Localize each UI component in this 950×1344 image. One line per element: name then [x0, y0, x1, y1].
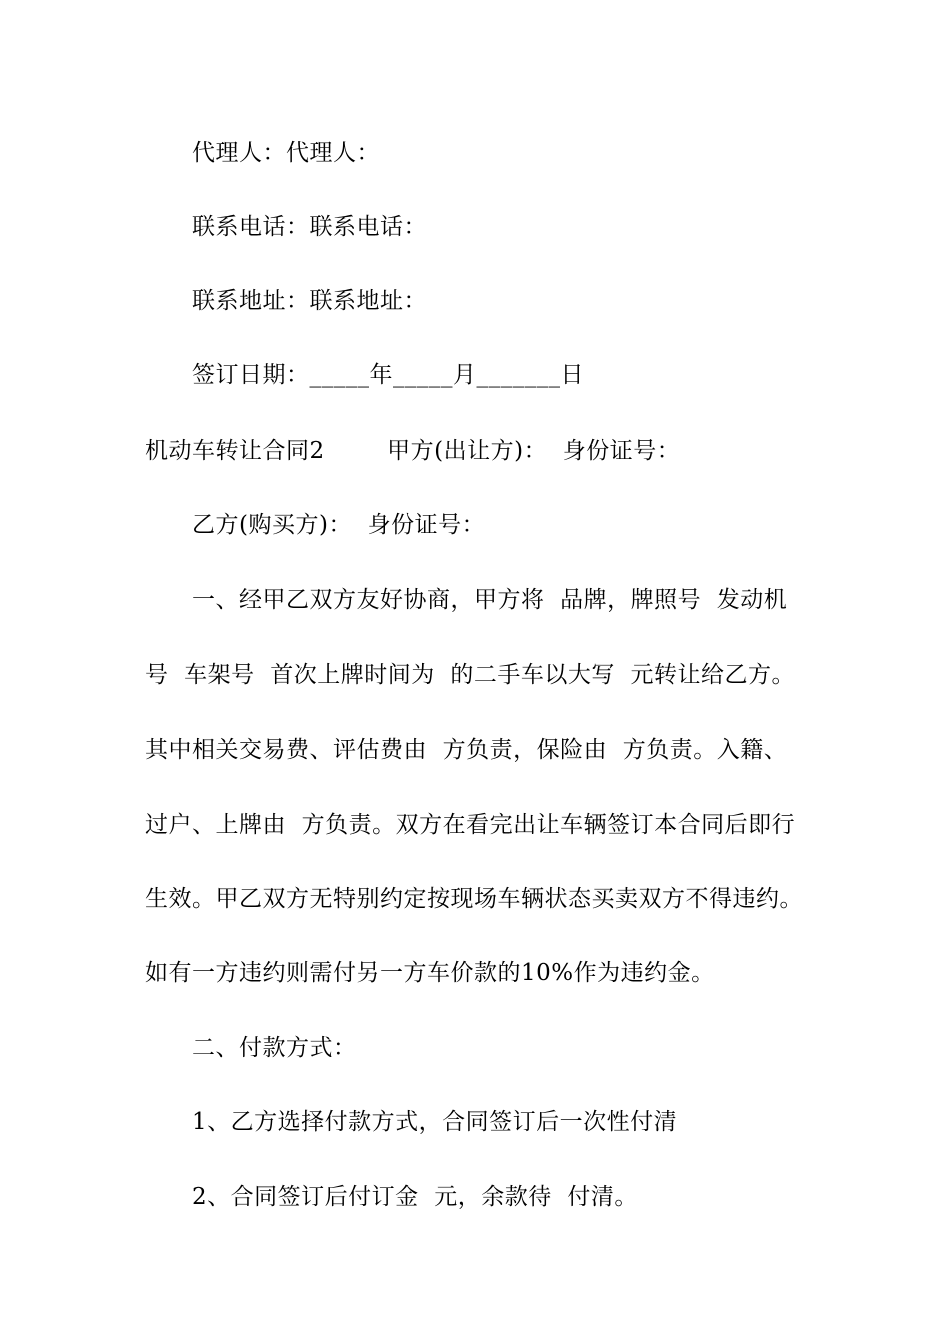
- payment-option-2: 2、合同签订后付订金 元，余款待 付清。: [192, 1184, 638, 1210]
- clause-1-line-3: 其中相关交易费、评估费由 方负责，保险由 方负责。入籍、: [145, 737, 788, 763]
- clause-1-line-4: 过户、上牌由 方负责。双方在看完出让车辆签订本合同后即行: [145, 812, 796, 838]
- payment-option-1: 1、乙方选择付款方式，合同签订后一次性付清: [192, 1109, 678, 1135]
- sign-date-line: 签订日期：_____年_____月_______日: [192, 362, 584, 388]
- clause-1-line-2: 号 车架号 首次上牌时间为 的二手车以大写 元转让给乙方。: [145, 662, 795, 688]
- clause-1-line-5: 生效。甲乙双方无特别约定按现场车辆状态买卖双方不得违约。: [145, 886, 803, 912]
- agent-line: 代理人：代理人：: [192, 140, 380, 166]
- address-line: 联系地址：联系地址：: [192, 288, 427, 314]
- clause-2-heading: 二、付款方式：: [192, 1035, 357, 1061]
- party-b-line: 乙方(购买方)： 身份证号：: [192, 512, 486, 538]
- clause-1-line-6: 如有一方违约则需付另一方车价款的10%作为违约金。: [145, 960, 715, 986]
- clause-1-line-1: 一、经甲乙双方友好协商，甲方将 品牌，牌照号 发动机: [192, 587, 788, 613]
- contract-title-line: 机动车转让合同2 甲方(出让方)： 身份证号：: [145, 438, 681, 464]
- phone-line: 联系电话：联系电话：: [192, 214, 427, 240]
